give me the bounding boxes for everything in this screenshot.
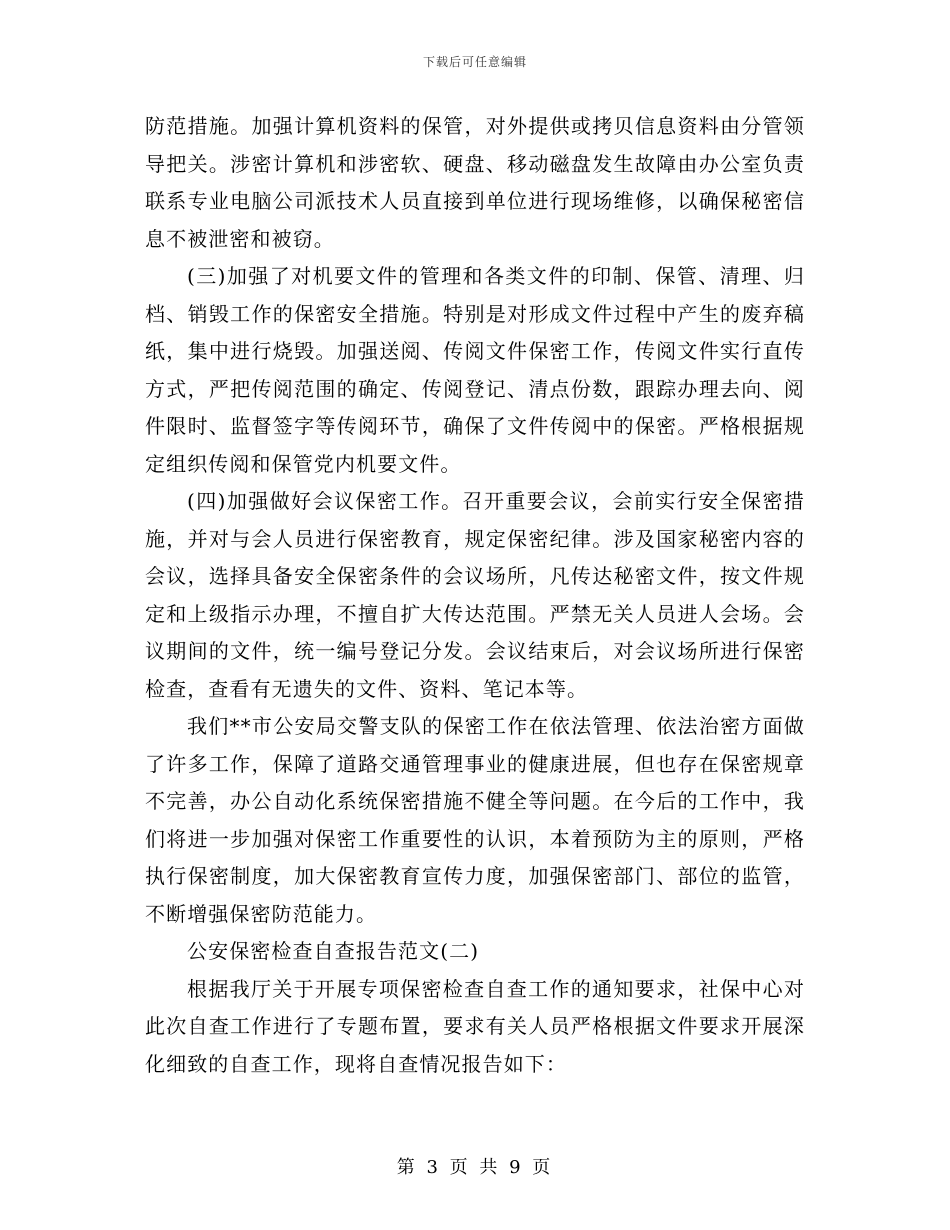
paragraph-3: (四)加强做好会议保密工作。召开重要会议，会前实行安全保密措施，并对与会人员进行保密教育，规定保密纪律。涉及国家秘密内容的会议，选择具备安全保密条件的会议场所，凡传达秘密文件，按文件规定和上级指示办理，不擅自扩大传达范围。严禁无关人员进人会场。会议期间的文件，统一编号登记分发。会议结束后，对会议场所进行保密检查，查看有无遗失的文件、资料、笔记本等。 xyxy=(145,489,805,701)
paragraph-2: (三)加强了对机要文件的管理和各类文件的印制、保管、清理、归档、销毁工作的保密安全措施。特别是对形成文件过程中产生的废弃稿纸，集中进行烧毁。加强送阅、传阅文件保密工作，传阅文件实行直传方式，严把传阅范围的确定、传阅登记、清点份数，跟踪办理去向、阅件限时、监督签字等传阅环节，确保了文件传阅中的保密。严格根据规定组织传阅和保管党内机要文件。 xyxy=(145,264,805,476)
page-header: 下载后可任意编辑 xyxy=(422,55,527,69)
paragraph-1: 防范措施。加强计算机资料的保管，对外提供或拷贝信息资料由分管领导把关。涉密计算机和涉密软、硬盘、移动磁盘发生故障由办公室负责联系专业电脑公司派技术人员直接到单位进行现场维修，以确保秘密信息不被泄密和被窃。 xyxy=(145,114,805,251)
paragraph-4: 我们**市公安局交警支队的保密工作在依法管理、依法治密方面做了许多工作，保障了道路交通管理事业的健康进展，但也存在保密规章不完善，办公自动化系统保密措施不健全等问题。在今后的工作中，我们将进一步加强对保密工作重要性的认识，本着预防为主的原则，严格执行保密制度，加大保密教育宣传力度，加强保密部门、部位的监管，不断增强保密防范能力。 xyxy=(145,714,805,926)
paragraph-5: 根据我厅关于开展专项保密检查自查工作的通知要求，社保中心对此次自查工作进行了专题布置，要求有关人员严格根据文件要求开展深化细致的自查工作，现将自查情况报告如下： xyxy=(145,976,805,1076)
document-body xyxy=(145,108,805,1083)
page-number: 第 3 页 共 9 页 xyxy=(396,1157,554,1178)
section-heading: 公安保密检查自查报告范文(二) xyxy=(187,939,480,963)
